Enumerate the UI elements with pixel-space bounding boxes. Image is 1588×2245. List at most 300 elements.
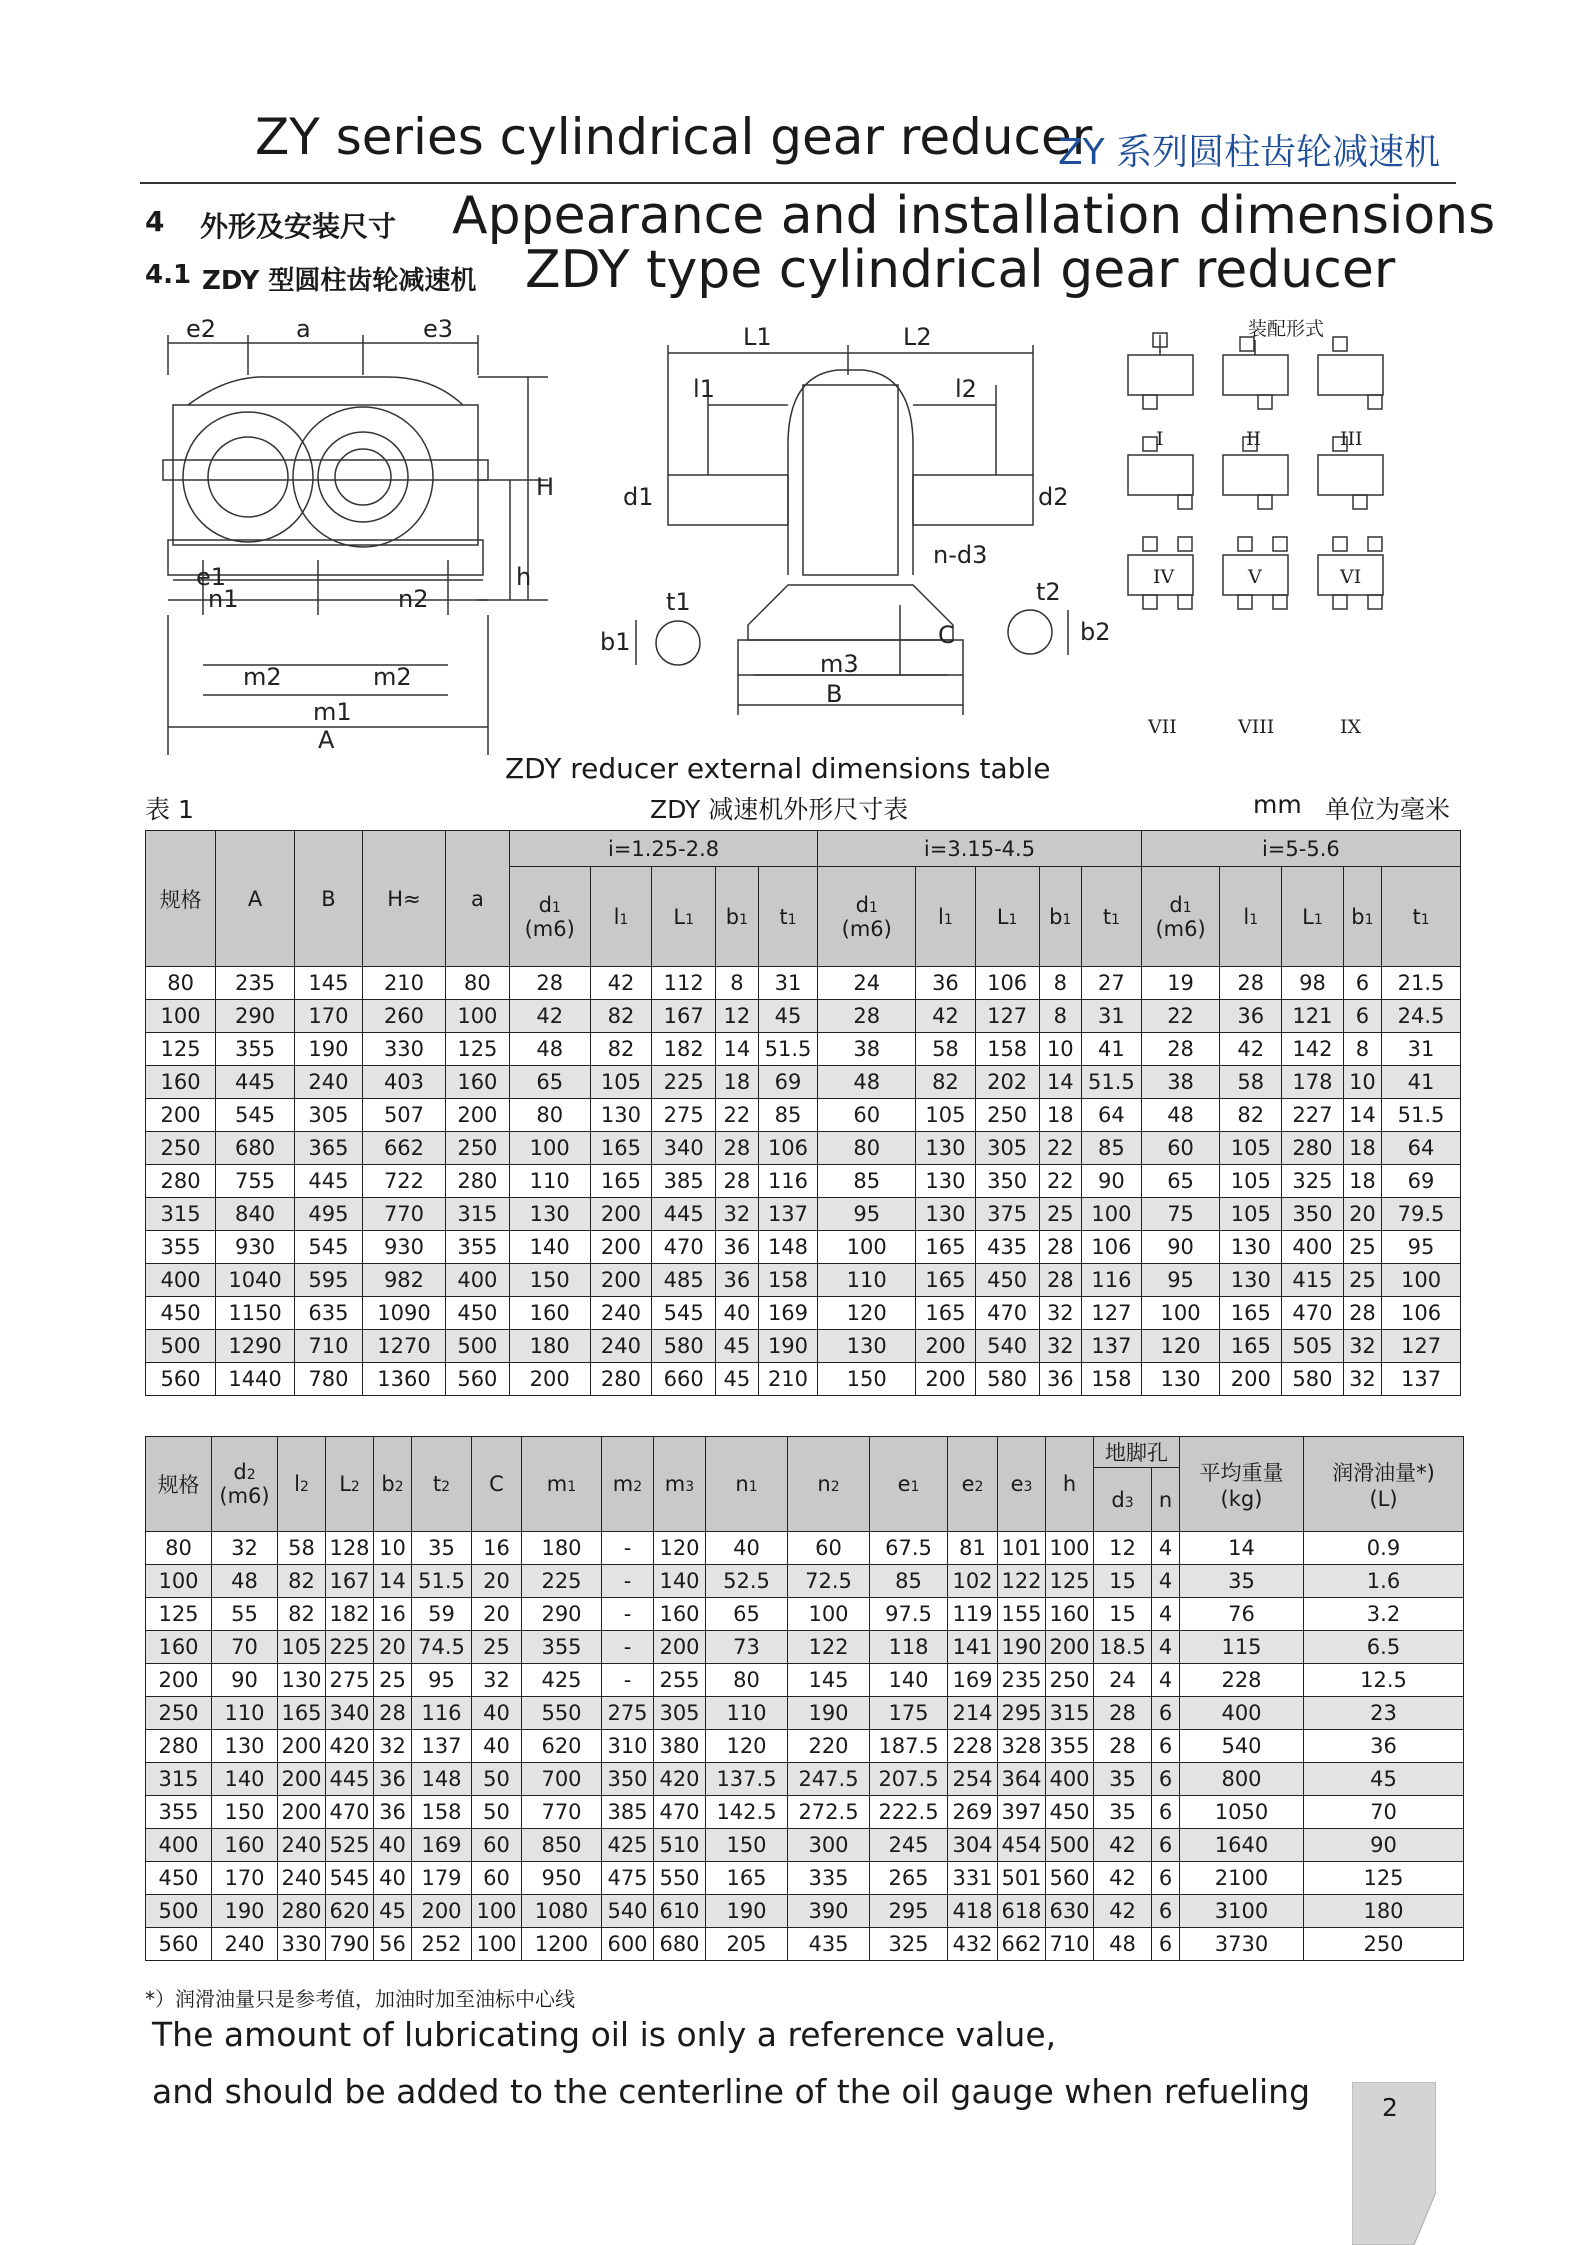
table-cell: 35 (412, 1532, 472, 1565)
table-caption-en: ZDY reducer external dimensions table (505, 752, 1051, 785)
table-cell: 207.5 (870, 1763, 948, 1796)
table-cell: 127 (1082, 1297, 1142, 1330)
table-cell: 210 (363, 967, 446, 1000)
table-cell: 450 (146, 1297, 216, 1330)
table-cell: 42 (1094, 1895, 1152, 1928)
table-cell: 82 (278, 1598, 326, 1631)
table-cell: 160 (445, 1066, 509, 1099)
table-cell: 130 (278, 1664, 326, 1697)
subsection-title-en: ZDY type cylindrical gear reducer (525, 240, 1396, 300)
table-cell: 325 (1282, 1165, 1344, 1198)
table-cell: 28 (1094, 1730, 1152, 1763)
table-cell: 70 (212, 1631, 278, 1664)
table-cell: 355 (146, 1796, 212, 1829)
table-cell: 127 (1382, 1330, 1461, 1363)
footnote-cn: *）润滑油量只是参考值，加油时加至油标中心线 (145, 1987, 575, 2011)
table-cell: 680 (216, 1132, 295, 1165)
table-cell: 42 (1094, 1862, 1152, 1895)
table-cell: 445 (652, 1198, 716, 1231)
table-cell: 500 (445, 1330, 509, 1363)
table-cell: 4 (1152, 1598, 1180, 1631)
table-cell: 190 (998, 1631, 1046, 1664)
table-cell: 170 (212, 1862, 278, 1895)
table-cell: 105 (916, 1099, 976, 1132)
table-cell: 95 (818, 1198, 916, 1231)
table-row (146, 1664, 1464, 1697)
table-cell: 105 (1220, 1165, 1282, 1198)
table-cell: 100 (1082, 1198, 1142, 1231)
col-e1: e1 (870, 1437, 948, 1532)
dimensions-table-2 (145, 1436, 1464, 1961)
table-cell: 130 (916, 1198, 976, 1231)
table-cell: 12 (716, 1000, 759, 1033)
table-row (146, 1000, 1461, 1033)
table-2-body (146, 1532, 1464, 1961)
table-cell: 105 (1220, 1132, 1282, 1165)
table-cell: 505 (1282, 1330, 1344, 1363)
table-cell: 500 (1046, 1829, 1094, 1862)
table-cell: 620 (522, 1730, 602, 1763)
col-b1-g3: b1 (1343, 867, 1381, 967)
table-cell: 40 (472, 1730, 522, 1763)
table-cell: 21.5 (1382, 967, 1461, 1000)
table-cell: 145 (788, 1664, 870, 1697)
table-cell: 331 (948, 1862, 998, 1895)
col-A: A (216, 831, 295, 967)
table-cell: 110 (706, 1697, 788, 1730)
col-t1-g3: t1 (1382, 867, 1461, 967)
table-cell: 145 (294, 967, 362, 1000)
table-cell: 85 (1082, 1132, 1142, 1165)
col-d1-g2: d1 (m6) (818, 867, 916, 967)
table-cell: 300 (788, 1829, 870, 1862)
table-cell: 4 (1152, 1664, 1180, 1697)
table-cell: 250 (1304, 1928, 1464, 1961)
col-m2: m2 (602, 1437, 654, 1532)
table-cell: 74.5 (412, 1631, 472, 1664)
table-cell: 228 (1180, 1664, 1304, 1697)
table-cell: 501 (998, 1862, 1046, 1895)
table-cell: 165 (1220, 1297, 1282, 1330)
table-row (146, 1895, 1464, 1928)
dim-m3: m3 (820, 650, 859, 678)
table-cell: 28 (1220, 967, 1282, 1000)
dim-h: h (516, 563, 532, 591)
table-cell: 12 (1094, 1532, 1152, 1565)
dim-e1: e1 (196, 563, 227, 591)
table-cell: 495 (294, 1198, 362, 1231)
table-cell: 36 (374, 1763, 412, 1796)
table-cell: 228 (948, 1730, 998, 1763)
table-cell: 770 (363, 1198, 446, 1231)
table-cell: 14 (1343, 1099, 1381, 1132)
table-cell: 22 (716, 1099, 759, 1132)
table-cell: 31 (1082, 1000, 1142, 1033)
table-cell: 450 (146, 1862, 212, 1895)
table-row (146, 1330, 1461, 1363)
table-cell: 137 (412, 1730, 472, 1763)
table-cell: 48 (212, 1565, 278, 1598)
table-cell: 28 (1094, 1697, 1152, 1730)
table-cell: 41 (1382, 1066, 1461, 1099)
table-cell: 20 (472, 1565, 522, 1598)
table-cell: 125 (1304, 1862, 1464, 1895)
table-cell: 65 (1141, 1165, 1220, 1198)
table-cell: 250 (146, 1132, 216, 1165)
table-cell: 14 (716, 1033, 759, 1066)
table-cell: 500 (146, 1330, 216, 1363)
table-cell: 18 (1039, 1099, 1082, 1132)
table-cell: 620 (326, 1895, 374, 1928)
ratio-group-3: i=5-5.6 (1141, 831, 1460, 867)
table-cell: 252 (412, 1928, 472, 1961)
table-cell: 325 (870, 1928, 948, 1961)
table-cell: 40 (706, 1532, 788, 1565)
dim-e2: e2 (186, 315, 217, 343)
table-cell: 31 (1382, 1033, 1461, 1066)
table-cell: 432 (948, 1928, 998, 1961)
col-d2: d2 (m6) (212, 1437, 278, 1532)
dim-B: B (826, 680, 843, 708)
table-cell: 722 (363, 1165, 446, 1198)
table-cell: 6 (1343, 1000, 1381, 1033)
table-cell: 42 (590, 967, 652, 1000)
table-cell: 255 (654, 1664, 706, 1697)
table-cell: 125 (445, 1033, 509, 1066)
table-cell: 119 (948, 1598, 998, 1631)
table-cell: 580 (652, 1330, 716, 1363)
table-cell: 240 (278, 1829, 326, 1862)
table-cell: 305 (975, 1132, 1039, 1165)
table-cell: 250 (445, 1132, 509, 1165)
assembly-form-V: V (1248, 566, 1262, 588)
table-cell: 100 (146, 1565, 212, 1598)
table-cell: 85 (818, 1165, 916, 1198)
table-cell: 128 (326, 1532, 374, 1565)
table-cell: 6 (1152, 1895, 1180, 1928)
table-cell: 454 (998, 1829, 1046, 1862)
table-cell: 165 (916, 1264, 976, 1297)
table-cell: 180 (522, 1532, 602, 1565)
table-cell: 28 (1039, 1264, 1082, 1297)
table-cell: 82 (1220, 1099, 1282, 1132)
table-cell: 45 (716, 1363, 759, 1396)
table-cell: 48 (509, 1033, 590, 1066)
table-cell: 190 (294, 1033, 362, 1066)
col-m3: m3 (654, 1437, 706, 1532)
table-cell: 1360 (363, 1363, 446, 1396)
document-title-cn: ZY 系列圆柱齿轮减速机 (1058, 132, 1441, 173)
table-cell: 36 (716, 1231, 759, 1264)
table-cell: 18 (716, 1066, 759, 1099)
dim-C: C (938, 621, 955, 649)
table-cell: 82 (916, 1066, 976, 1099)
table-cell: 10 (1039, 1033, 1082, 1066)
table-cell: 200 (916, 1363, 976, 1396)
table-cell: 169 (758, 1297, 818, 1330)
table-cell: 24 (818, 967, 916, 1000)
assembly-form-III: III (1340, 428, 1363, 450)
table-cell: 179 (412, 1862, 472, 1895)
table-row (146, 1231, 1461, 1264)
table-cell: 141 (948, 1631, 998, 1664)
table-cell: 81 (948, 1532, 998, 1565)
table-cell: 67.5 (870, 1532, 948, 1565)
table-cell: 930 (216, 1231, 295, 1264)
table-cell: 710 (294, 1330, 362, 1363)
table-cell: 225 (326, 1631, 374, 1664)
table-row (146, 1631, 1464, 1664)
table-cell: 250 (146, 1697, 212, 1730)
table-cell: 254 (948, 1763, 998, 1796)
table-cell: 110 (818, 1264, 916, 1297)
table-cell: 48 (1094, 1928, 1152, 1961)
dim-t1: t1 (666, 588, 691, 616)
table-cell: 4 (1152, 1565, 1180, 1598)
table-cell: 140 (870, 1664, 948, 1697)
table-cell: - (602, 1631, 654, 1664)
table-cell: 470 (1282, 1297, 1344, 1330)
table-cell: 175 (870, 1697, 948, 1730)
table-cell: 0.9 (1304, 1532, 1464, 1565)
table-cell: 160 (212, 1829, 278, 1862)
table-cell: 425 (602, 1829, 654, 1862)
table-cell: 560 (445, 1363, 509, 1396)
table-cell: 660 (652, 1363, 716, 1396)
table-cell: 850 (522, 1829, 602, 1862)
table-cell: 45 (374, 1895, 412, 1928)
table-cell: 550 (654, 1862, 706, 1895)
table-cell: 16 (374, 1598, 412, 1631)
dim-L1: L1 (743, 323, 772, 351)
table-cell: 158 (412, 1796, 472, 1829)
table-cell: 450 (975, 1264, 1039, 1297)
table-cell: 1440 (216, 1363, 295, 1396)
table-cell: - (602, 1598, 654, 1631)
table-cell: 355 (522, 1631, 602, 1664)
table-cell: 125 (146, 1033, 216, 1066)
col-spec: 规格 (146, 831, 216, 967)
dim-n1: n1 (208, 585, 239, 613)
table-cell: 265 (870, 1862, 948, 1895)
table-cell: 64 (1382, 1132, 1461, 1165)
table-cell: 475 (602, 1862, 654, 1895)
table-cell: 60 (818, 1099, 916, 1132)
table-cell: 305 (294, 1099, 362, 1132)
table-cell: 50 (472, 1796, 522, 1829)
table-cell: 60 (1141, 1132, 1220, 1165)
table-cell: 340 (652, 1132, 716, 1165)
table-cell: 6 (1152, 1697, 1180, 1730)
table-cell: 25 (1039, 1198, 1082, 1231)
col-b2: b2 (374, 1437, 412, 1532)
table-cell: 110 (212, 1697, 278, 1730)
col-H: H≈ (363, 831, 446, 967)
table-cell: 840 (216, 1198, 295, 1231)
table-cell: 167 (326, 1565, 374, 1598)
table-cell: 790 (326, 1928, 374, 1961)
assembly-form-VIII: VIII (1238, 716, 1275, 738)
dim-n2: n2 (398, 585, 429, 613)
dim-l1: l1 (693, 375, 715, 403)
table-cell: 780 (294, 1363, 362, 1396)
table-cell: 275 (326, 1664, 374, 1697)
table-cell: 19 (1141, 967, 1220, 1000)
table-cell: 485 (652, 1264, 716, 1297)
col-l1-g2: l1 (916, 867, 976, 967)
table-cell: 178 (1282, 1066, 1344, 1099)
table-cell: 42 (1094, 1829, 1152, 1862)
col-weight: 平均重量 (kg) (1180, 1437, 1304, 1532)
table-cell: 56 (374, 1928, 412, 1961)
table-cell: 137 (1082, 1330, 1142, 1363)
table-cell: 121 (1282, 1000, 1344, 1033)
ratio-group-1: i=1.25-2.8 (509, 831, 818, 867)
table-cell: 150 (706, 1829, 788, 1862)
table-cell: 130 (818, 1330, 916, 1363)
table-cell: 1200 (522, 1928, 602, 1961)
table-cell: 290 (216, 1000, 295, 1033)
table-cell: 180 (1304, 1895, 1464, 1928)
table-cell: 60 (472, 1862, 522, 1895)
table-cell: 35 (1094, 1763, 1152, 1796)
table-row (146, 1796, 1464, 1829)
table-cell: 95 (412, 1664, 472, 1697)
table-cell: 200 (278, 1763, 326, 1796)
table-cell: 36 (1039, 1363, 1082, 1396)
table-cell: 137 (758, 1198, 818, 1231)
table-cell: 545 (326, 1862, 374, 1895)
table-cell: 155 (998, 1598, 1046, 1631)
table-row (146, 1066, 1461, 1099)
table-cell: 800 (1180, 1763, 1304, 1796)
table-cell: 470 (654, 1796, 706, 1829)
table-cell: 662 (998, 1928, 1046, 1961)
table-cell: 90 (1304, 1829, 1464, 1862)
table-cell: 58 (1220, 1066, 1282, 1099)
table-cell: 205 (706, 1928, 788, 1961)
table-cell: 315 (445, 1198, 509, 1231)
table-cell: 110 (509, 1165, 590, 1198)
table-cell: 150 (509, 1264, 590, 1297)
col-l1-g3: l1 (1220, 867, 1282, 967)
table-cell: 1290 (216, 1330, 295, 1363)
table-cell: 82 (590, 1033, 652, 1066)
table-cell: 125 (1046, 1565, 1094, 1598)
table-cell: 137 (1382, 1363, 1461, 1396)
table-cell: 120 (818, 1297, 916, 1330)
table-cell: 600 (602, 1928, 654, 1961)
table-row (146, 1598, 1464, 1631)
dim-m1: m1 (313, 698, 352, 726)
page-number: 2 (1382, 2093, 1398, 2122)
table-cell: 200 (590, 1264, 652, 1297)
dim-l2: l2 (955, 375, 977, 403)
table-cell: 24.5 (1382, 1000, 1461, 1033)
table-row (146, 1132, 1461, 1165)
table-cell: 40 (472, 1697, 522, 1730)
table-cell: 40 (374, 1862, 412, 1895)
table-cell: 120 (654, 1532, 706, 1565)
table-cell: 127 (975, 1000, 1039, 1033)
table-cell: 385 (602, 1796, 654, 1829)
table-cell: 36 (916, 967, 976, 1000)
table-cell: 380 (654, 1730, 706, 1763)
table-cell: 930 (363, 1231, 446, 1264)
table-cell: 100 (146, 1000, 216, 1033)
assembly-form-VI: VI (1340, 566, 1362, 588)
table-cell: 36 (374, 1796, 412, 1829)
table-cell: 100 (509, 1132, 590, 1165)
table-cell: 202 (975, 1066, 1039, 1099)
table-cell: 106 (975, 967, 1039, 1000)
table-cell: 35 (1094, 1796, 1152, 1829)
table-cell: 165 (590, 1132, 652, 1165)
table-row (146, 1033, 1461, 1066)
table-cell: 6 (1152, 1862, 1180, 1895)
table-cell: 28 (374, 1697, 412, 1730)
table-cell: 18 (1343, 1132, 1381, 1165)
table-cell: 150 (818, 1363, 916, 1396)
table-cell: 560 (1046, 1862, 1094, 1895)
col-b1-g2: b1 (1039, 867, 1082, 967)
table-cell: 190 (758, 1330, 818, 1363)
table-cell: 60 (788, 1532, 870, 1565)
table-cell: 160 (509, 1297, 590, 1330)
table-cell: 130 (212, 1730, 278, 1763)
table-cell: 70 (1304, 1796, 1464, 1829)
table-cell: 1640 (1180, 1829, 1304, 1862)
table-cell: - (602, 1664, 654, 1697)
table-cell: 140 (509, 1231, 590, 1264)
dim-H: H (536, 473, 555, 501)
table-cell: 65 (509, 1066, 590, 1099)
table-cell: 355 (1046, 1730, 1094, 1763)
table-cell: 165 (916, 1231, 976, 1264)
table-cell: 102 (948, 1565, 998, 1598)
table-cell: 28 (1343, 1297, 1381, 1330)
table-cell: 116 (758, 1165, 818, 1198)
table-cell: 118 (870, 1631, 948, 1664)
table-cell: 190 (706, 1895, 788, 1928)
table-cell: 42 (509, 1000, 590, 1033)
table-cell: 418 (948, 1895, 998, 1928)
table-cell: 510 (654, 1829, 706, 1862)
table-cell: 10 (1343, 1066, 1381, 1099)
col-n2: n2 (788, 1437, 870, 1532)
table-cell: 2100 (1180, 1862, 1304, 1895)
table-cell: 6.5 (1304, 1631, 1464, 1664)
table-cell: 52.5 (706, 1565, 788, 1598)
table-cell: 200 (278, 1796, 326, 1829)
table-cell: 1.6 (1304, 1565, 1464, 1598)
table-cell: 112 (652, 967, 716, 1000)
front-view (163, 335, 548, 755)
assembly-form-I: I (1156, 428, 1164, 450)
table-cell: 106 (1382, 1297, 1461, 1330)
table-row (146, 1264, 1461, 1297)
table-cell: 280 (278, 1895, 326, 1928)
assembly-form-VII: VII (1148, 716, 1177, 738)
table-cell: 90 (1141, 1231, 1220, 1264)
table-cell: 140 (212, 1763, 278, 1796)
table-1-body (146, 967, 1461, 1396)
table-cell: 280 (146, 1165, 216, 1198)
assembly-form-IX: IX (1340, 716, 1362, 738)
table-title-cn: ZDY 减速机外形尺寸表 (650, 795, 909, 824)
table-cell: 200 (1220, 1363, 1282, 1396)
ratio-group-2: i=3.15-4.5 (818, 831, 1141, 867)
